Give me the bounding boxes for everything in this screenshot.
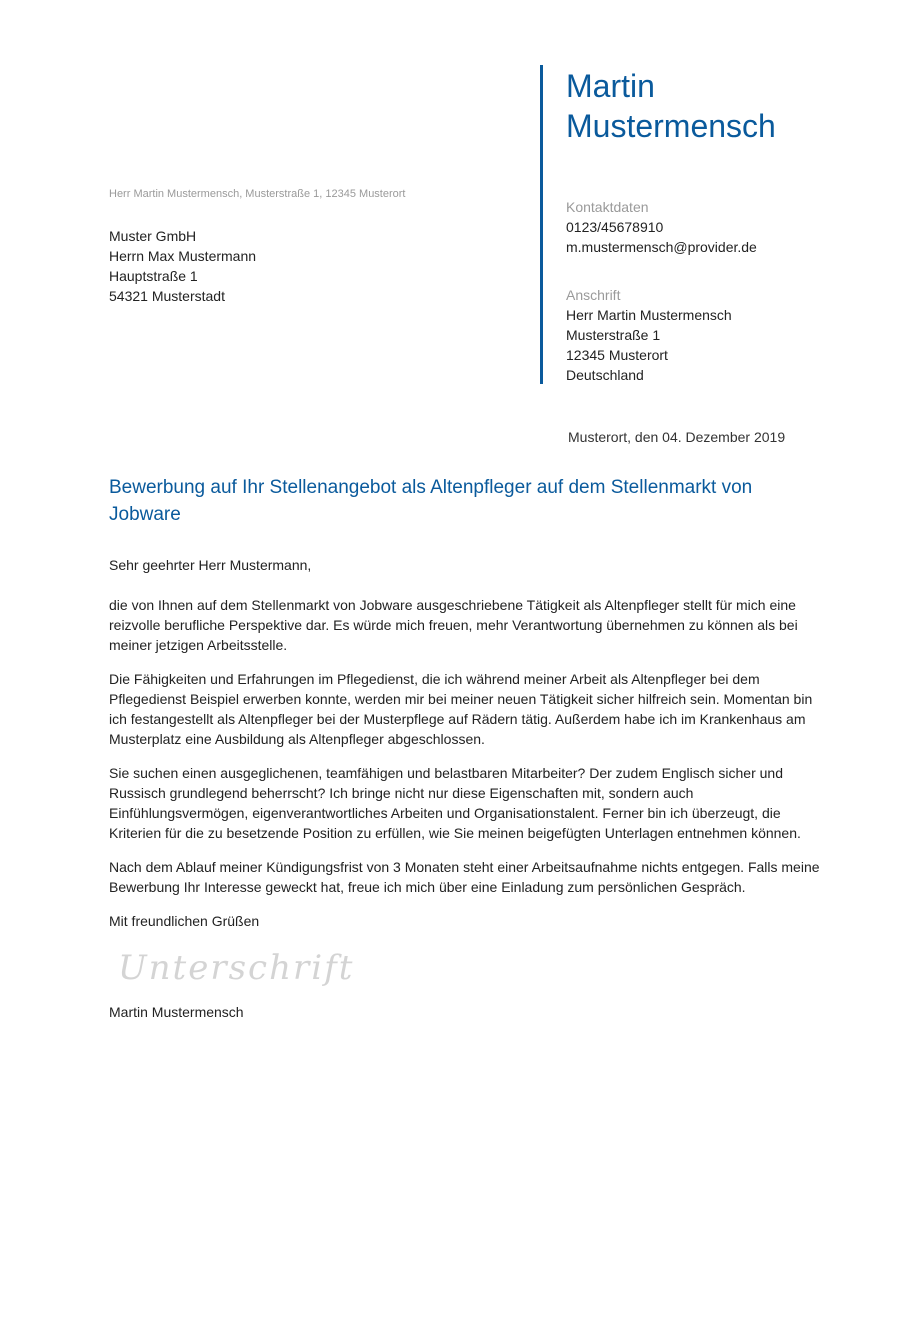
recipient-company: Muster GmbH — [109, 228, 197, 244]
recipient-address — [109, 226, 256, 306]
recipient-city: 54321 Musterstadt — [109, 288, 225, 304]
applicant-first-name: Martin — [566, 68, 655, 104]
recipient-person: Herrn Max Mustermann — [109, 248, 257, 264]
paragraph: die von Ihnen auf dem Stellenmarkt von Jobware ausgeschriebene Tätigkeit als Altenpfleger stellt für mich eine reizvolle berufliche Perspektive dar. Es würde mich freuen, mehr Verantwortung übernehmen zu können als bei meiner jetzigen Arbeitsstelle. — [109, 597, 798, 653]
contact-label: Kontaktdaten — [566, 199, 649, 215]
paragraph: Die Fähigkeiten und Erfahrungen im Pflegedienst, die ich während meiner Arbeit als Altenpfleger bei dem Pflegedienst Beispiel erwerben konnte, werden mir bei meiner neuen Tätigkeit sicher hilfreich sein. Momentan bin ich festangestellt als Altenpfleger bei der Musterpflege auf Rädern tätig. Außerdem habe ich im Krankenhaus am Musterplatz eine Ausbildung als Altenpfleger abgeschlossen. — [109, 671, 813, 747]
contact-sidebar — [566, 197, 757, 385]
signer-name: Martin Mustermensch — [109, 1004, 244, 1020]
address-label: Anschrift — [566, 287, 621, 303]
closing-phrase: Mit freundlichen Grüßen — [109, 913, 260, 929]
accent-bar — [540, 65, 543, 384]
applicant-last-name: Mustermensch — [566, 108, 776, 144]
letter-body — [109, 555, 824, 911]
spacer — [566, 257, 757, 285]
signature-placeholder: Unterschrift — [118, 948, 355, 988]
address-city: 12345 Musterort — [566, 347, 668, 363]
address-country: Deutschland — [566, 367, 644, 383]
paragraph: Sie suchen einen ausgeglichenen, teamfähigen und belastbaren Mitarbeiter? Der zudem Englisch sicher und Russisch grundlegend beherrscht? Ich bringe nicht nur diese Eigenschaften mit, sondern auch Einfühlungsvermögen, eigenverantwortliches Arbeiten und Organisationstalent. Ferner bin ich überzeugt, die Kriterien für die zu besetzende Position zu erfüllen, wie Sie meinen beigefügten Unterlagen entnehmen können. — [109, 765, 801, 841]
recipient-street: Hauptstraße 1 — [109, 268, 198, 284]
letter-date: Musterort, den 04. Dezember 2019 — [568, 429, 786, 445]
contact-phone: 0123/45678910 — [566, 219, 664, 235]
address-street: Musterstraße 1 — [566, 327, 661, 343]
applicant-name — [566, 66, 776, 146]
salutation: Sehr geehrter Herr Mustermann, — [109, 557, 312, 573]
address-name: Herr Martin Mustermensch — [566, 307, 732, 323]
contact-email: m.mustermensch@provider.de — [566, 239, 757, 255]
paragraph: Nach dem Ablauf meiner Kündigungsfrist von 3 Monaten steht einer Arbeitsaufnahme nichts entgegen. Falls meine Bewerbung Ihr Interesse geweckt hat, freue ich mich über eine Einladung zum persönlichen Gespräch. — [109, 859, 820, 895]
letter-subject: Bewerbung auf Ihr Stellenangebot als Altenpfleger auf dem Stellenmarkt von Jobware — [109, 477, 753, 525]
sender-return-address: Herr Martin Mustermensch, Musterstraße 1, 12345 Musterort — [109, 188, 406, 200]
